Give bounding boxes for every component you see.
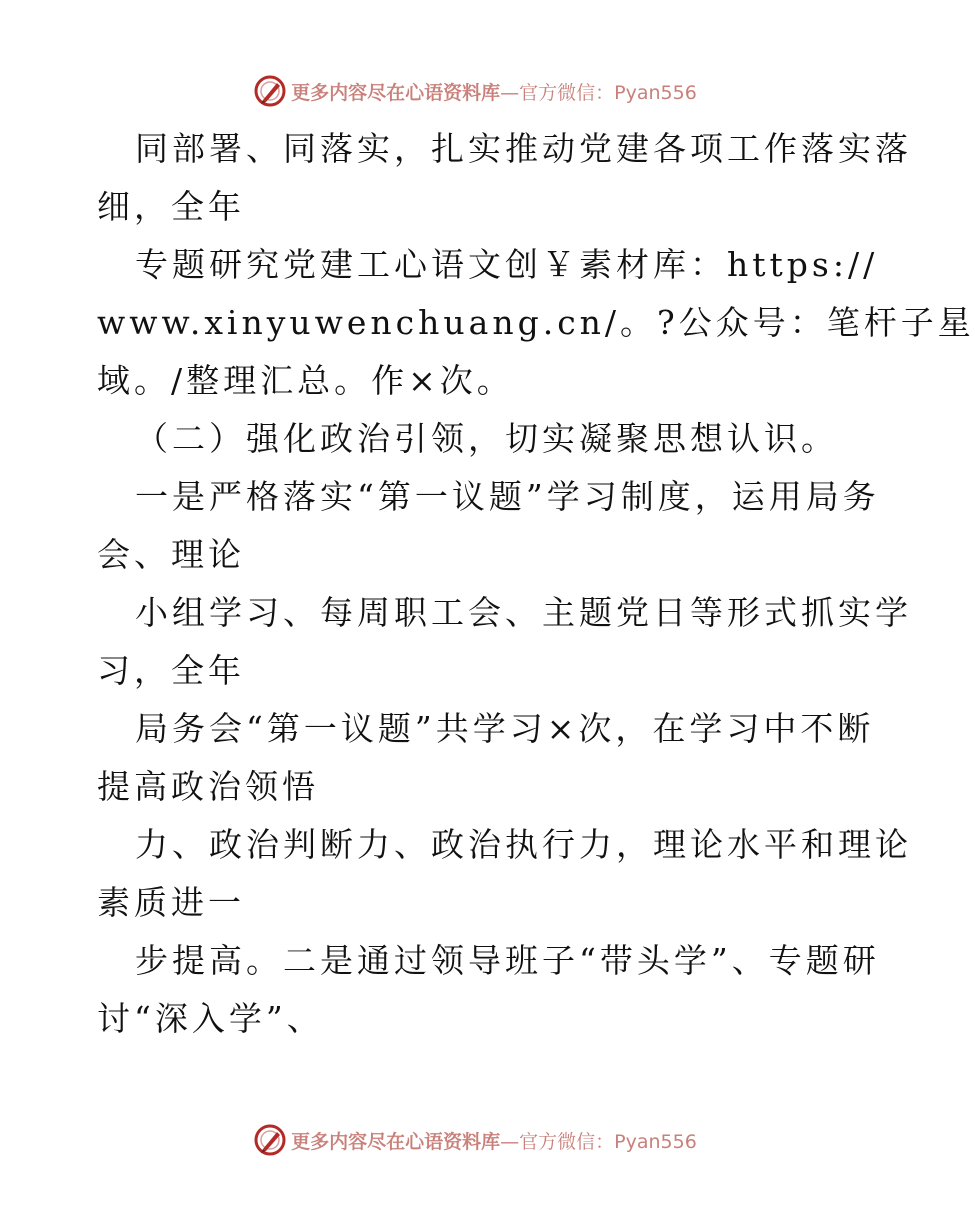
watermark-brand: 更多内容尽在心语资料库 bbox=[291, 81, 501, 104]
text-line: 步提高。二是通过领导班子“带头学”、专题研 bbox=[135, 941, 880, 980]
watermark-contact: —官方微信：Pyan556 bbox=[500, 1130, 697, 1153]
pen-logo-icon bbox=[253, 1123, 287, 1157]
text-line: 提高政治领悟 bbox=[97, 767, 319, 806]
text-line: 小组学习、每周职工会、主题党日等形式抓实学 bbox=[135, 593, 912, 632]
pen-logo-icon bbox=[253, 74, 287, 108]
section-heading: （二）强化政治引领，切实凝聚思想认识。 bbox=[135, 419, 838, 458]
text-line: 细，全年 bbox=[97, 187, 245, 226]
text-line: 力、政治判断力、政治执行力，理论水平和理论 bbox=[135, 825, 912, 864]
watermark-contact: —官方微信：Pyan556 bbox=[500, 81, 697, 104]
footer-watermark bbox=[0, 1120, 950, 1160]
watermark-brand: 更多内容尽在心语资料库 bbox=[291, 1130, 501, 1153]
text-line: 一是严格落实“第一议题”学习制度，运用局务 bbox=[135, 477, 880, 516]
text-line: 域。/整理汇总。作×次。 bbox=[97, 361, 514, 400]
text-line: 讨“深入学”、 bbox=[97, 999, 324, 1038]
text-line: 素质进一 bbox=[97, 883, 245, 922]
header-watermark bbox=[0, 71, 950, 111]
text-line: 会、理论 bbox=[97, 535, 245, 574]
text-line: 局务会“第一议题”共学习×次，在学习中不断 bbox=[135, 709, 875, 748]
text-line: 习，全年 bbox=[97, 651, 245, 690]
text-line: 专题研究党建工心语文创￥素材库：https:// bbox=[135, 245, 879, 284]
text-line: 同部署、同落实，扎实推动党建各项工作落实落 bbox=[135, 129, 912, 168]
document-body bbox=[97, 120, 975, 1048]
text-line: www.xinyuwenchuang.cn/。?公众号：笔杆子星 bbox=[97, 303, 975, 342]
